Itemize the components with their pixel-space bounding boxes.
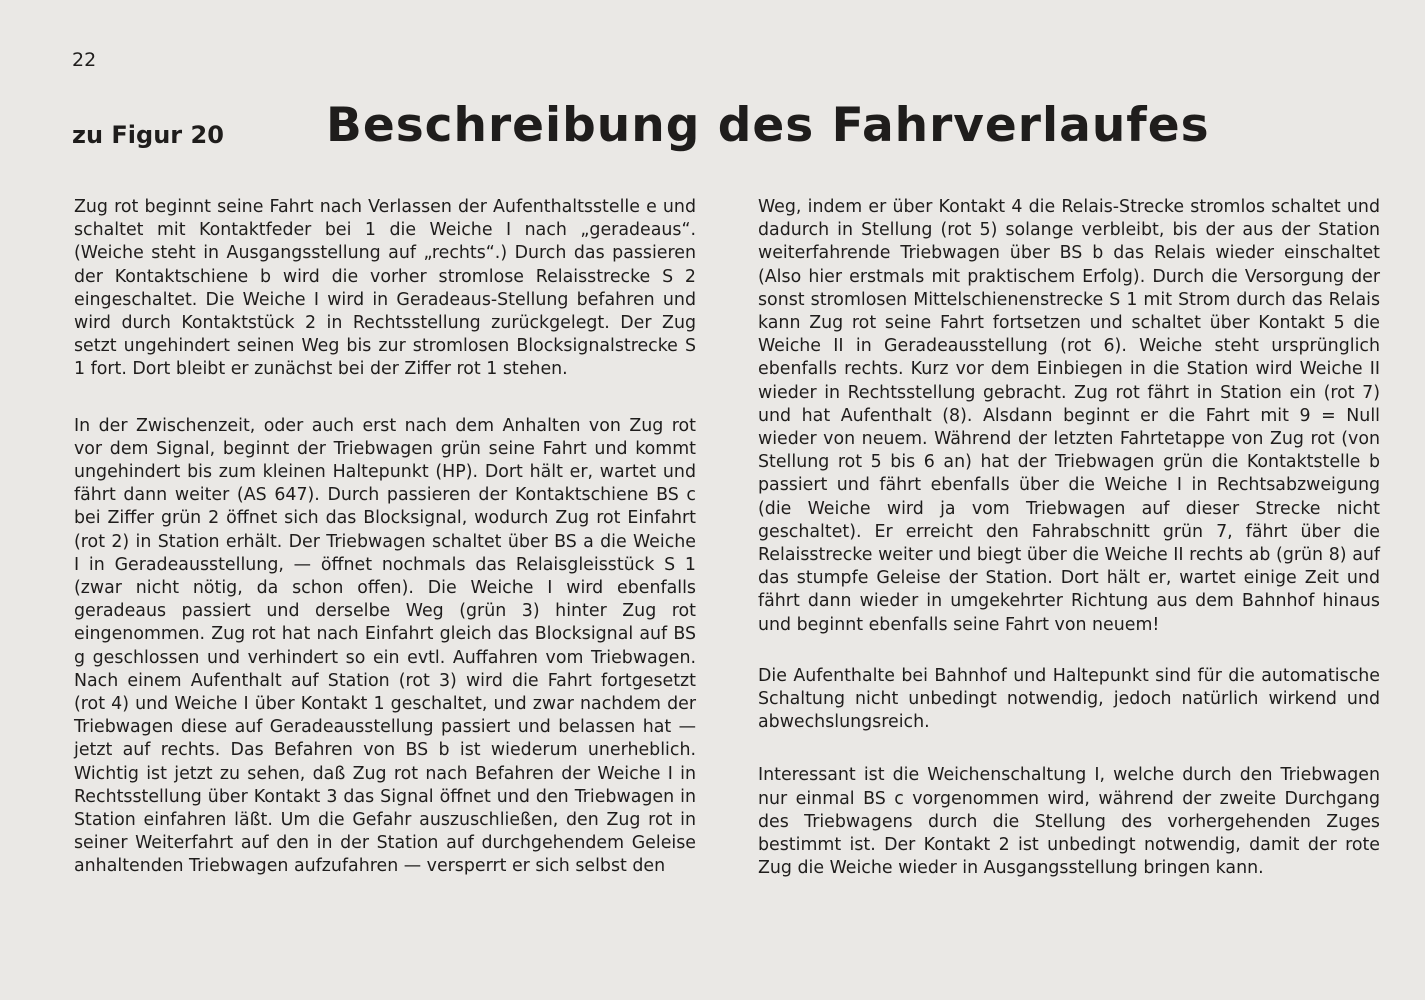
- left-paragraph-1: Zug rot beginnt seine Fahrt nach Verlassen der Aufenthaltsstelle e und schaltet mit Kontaktfeder bei 1 die Weiche I nach „geradeaus“. (Weiche steht in Ausgangsstellung auf „rechts“.) Durch das passieren der Kontaktschiene b wird die vorher stromlose Relaisstrecke S 2 eingeschaltet. Die Weiche I wird in Geradeaus-Stellung befahren und wird durch Kontaktstück 2 in Rechtsstellung zurückgelegt. Der Zug setzt ungehindert seinen Weg bis zur stromlosen Blocksignalstrecke S 1 fort. Dort bleibt er zunächst bei der Ziffer rot 1 stehen.: [74, 197, 696, 380]
- right-paragraph-1: Weg, indem er über Kontakt 4 die Relais-Strecke stromlos schaltet und dadurch in Stellung (rot 5) solange verbleibt, bis der aus der Station weiterfahrende Triebwagen über BS b das Relais wieder einschaltet (Also hier erstmals mit praktischem Erfolg). Durch die Versorgung der sonst stromlosen Mittelschienenstrecke S 1 mit Strom durch das Relais kann Zug rot seine Fahrt fortsetzen und schaltet über Kontakt 5 die Weiche II in Geradeausstellung (rot 6). Weiche steht ursprünglich ebenfalls rechts. Kurz vor dem Einbiegen in die Station wird Weiche II wieder in Rechtsstellung gebracht. Zug rot fährt in Station ein (rot 7) und hat Aufenthalt (8). Alsdann beginnt er die Fahrt mit 9 = Null wieder von neuem. Während der letzten Fahrtetappe von Zug rot (von Stellung rot 5 bis 6 an) hat der Triebwagen grün die Kontaktstelle b passiert und fährt ebenfalls über die Weiche I in Rechtsabzweigung (die Weiche wird ja vom Triebwagen auf dieser Strecke nicht geschaltet). Er erreicht den Fahrabschnitt grün 7, fährt über die Relaisstrecke weiter und biegt über die Weiche II rechts ab (grün 8) auf das stumpfe Geleise der Station. Dort hält er, wartet einige Zeit und fährt dann wieder in umgekehrter Richtung aus dem Bahnhof hinaus und beginnt ebenfalls seine Fahrt von neuem!: [758, 197, 1380, 635]
- figure-reference: zu Figur 20: [72, 121, 224, 149]
- right-paragraph-3: Interessant ist die Weichenschaltung I, welche durch den Triebwagen nur einmal BS c vorgenommen wird, während der zweite Durchgang des Triebwagens durch die Stellung des vorhergehenden Zuges bestimmt ist. Der Kontakt 2 ist unbedingt notwendig, damit der rote Zug die Weiche wieder in Ausgangsstellung bringen kann.: [758, 765, 1380, 879]
- right-paragraph-2: Die Aufenthalte bei Bahnhof und Haltepunkt sind für die automatische Schaltung nicht unbedingt notwendig, jedoch natürlich wirkend und abwechslungsreich.: [758, 665, 1380, 733]
- page-number: 22: [72, 49, 97, 71]
- left-paragraph-2: In der Zwischenzeit, oder auch erst nach dem Anhalten von Zug rot vor dem Signal, beginnt der Triebwagen grün seine Fahrt und kommt ungehindert bis zum kleinen Haltepunkt (HP). Dort hält er, wartet und fährt dann weiter (AS 647). Durch passieren der Kontaktschiene BS c bei Ziffer grün 2 öffnet sich das Blocksignal, wodurch Zug rot Einfahrt (rot 2) in Station erhält. Der Triebwagen schaltet über BS a die Weiche I in Geradeausstellung, — öffnet nochmals das Relaisgleisstück S 1 (zwar nicht nötig, da schon offen). Die Weiche I wird ebenfalls geradeaus passiert und derselbe Weg (grün 3) hinter Zug rot eingenommen. Zug rot hat nach Einfahrt gleich das Blocksignal auf BS g geschlossen und verhindert so ein evtl. Auffahren vom Triebwagen. Nach einem Aufenthalt auf Station (rot 3) wird die Fahrt fortgesetzt (rot 4) und Weiche I über Kontakt 1 geschaltet, und zwar nachdem der Triebwagen diese auf Geradeausstellung passiert und belassen hat — jetzt auf rechts. Das Befahren von BS b ist wiederum unerheblich. Wichtig ist jetzt zu sehen, daß Zug rot nach Befahren der Weiche I in Rechtsstellung über Kontakt 3 das Signal öffnet und den Triebwagen in Station einfahren läßt. Um die Gefahr auszuschließen, den Zug rot in seiner Weiterfahrt auf den in der Station auf durchgehendem Geleise anhaltenden Triebwagen aufzufahren — versperrt er sich selbst den: [74, 415, 696, 877]
- page-title: Beschreibung des Fahrverlaufes: [326, 98, 1210, 153]
- left-column: [74, 196, 696, 879]
- right-column: [758, 196, 1380, 880]
